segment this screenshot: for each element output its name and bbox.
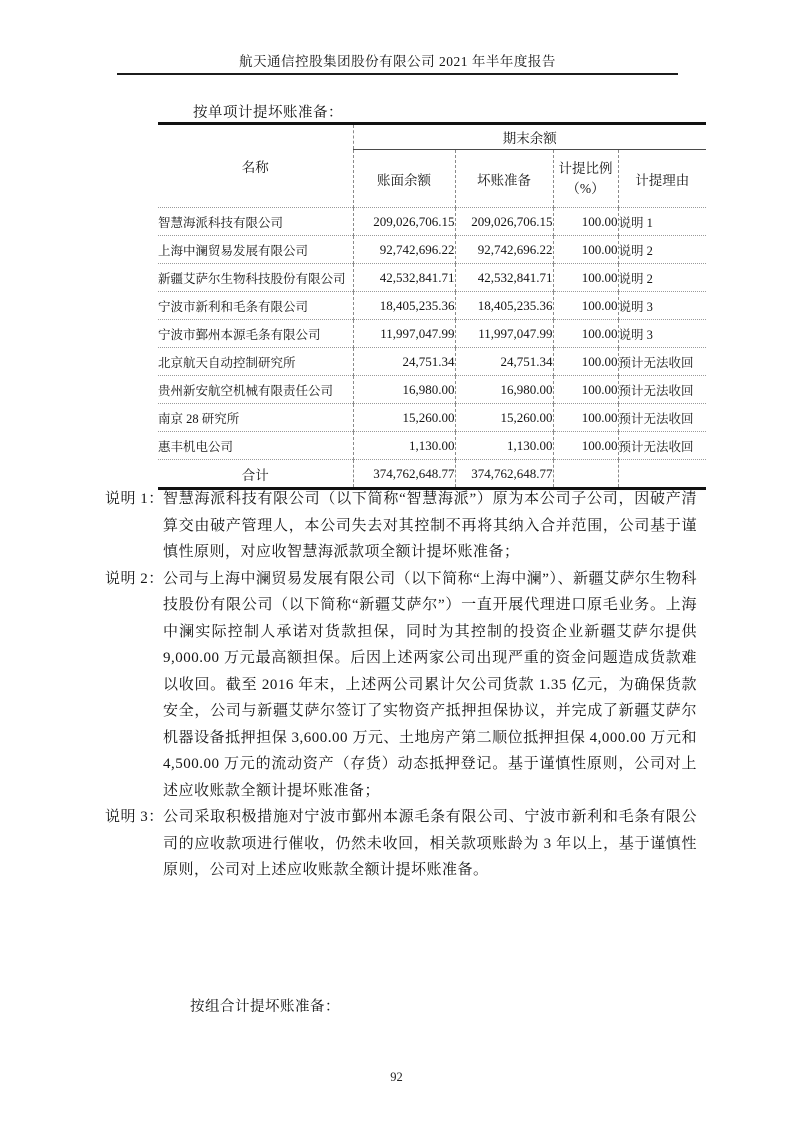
table-row [158,432,706,460]
table-caption-portfolio: 按组合计提坏账准备： [190,999,340,1015]
table-caption-individual: 按单项计提坏账准备： [193,105,343,121]
cell-balance: 18,405,235.36 [353,292,455,320]
cell-name: 南京 28 研究所 [158,404,353,432]
cell-ratio: 100.00 [553,432,618,460]
total-reason [618,460,706,489]
table-row [158,264,706,292]
cell-name: 上海中澜贸易发展有限公司 [158,236,353,264]
cell-balance: 16,980.00 [353,376,455,404]
column-header-book-balance: 账面余额 [353,150,455,208]
cell-ratio: 100.00 [553,292,618,320]
cell-provision: 92,742,696.22 [455,236,553,264]
report-header-title: 航天通信控股集团股份有限公司 2021 年半年度报告 [239,54,556,69]
cell-name: 宁波市新利和毛条有限公司 [158,292,353,320]
cell-reason: 说明 2 [618,236,706,264]
page-number: 92 [390,1070,403,1084]
cell-ratio: 100.00 [553,236,618,264]
cell-name: 新疆艾萨尔生物科技股份有限公司 [158,264,353,292]
cell-reason: 说明 2 [618,264,706,292]
total-ratio [553,460,618,489]
table-row [158,320,706,348]
table-row [158,236,706,264]
notes-section [105,486,697,884]
cell-balance: 92,742,696.22 [353,236,455,264]
cell-ratio: 100.00 [553,264,618,292]
cell-balance: 24,751.34 [353,348,455,376]
cell-ratio: 100.00 [553,404,618,432]
column-header-provision-reason: 计提理由 [618,150,706,208]
cell-balance: 42,532,841.71 [353,264,455,292]
cell-name: 宁波市鄞州本源毛条有限公司 [158,320,353,348]
cell-name: 智慧海派科技有限公司 [158,208,353,236]
cell-reason: 预计无法收回 [618,404,706,432]
table-row [158,208,706,236]
column-header-bad-debt-provision: 坏账准备 [455,150,553,208]
cell-reason: 预计无法收回 [618,376,706,404]
note-label: 说明 1： [105,491,164,507]
table-total-row [158,460,706,489]
note-item [105,566,697,805]
cell-provision: 42,532,841.71 [455,264,553,292]
note-item [105,486,697,566]
cell-balance: 11,997,047.99 [353,320,455,348]
cell-ratio: 100.00 [553,320,618,348]
note-label: 说明 2： [105,570,164,587]
cell-reason: 说明 3 [618,320,706,348]
note-item [105,804,697,884]
note-text: 公司采取积极措施对宁波市鄞州本源毛条有限公司、宁波市新利和毛条有限公司的应收款项进行催收，仍然未收回，相关款项账龄为 3 年以上，基于谨慎性原则，公司对上述应收账款全额计提坏账准备。 [163,809,697,878]
table-header-group-row [158,124,706,150]
provision-ratio-label-line1: 计提比例 [558,160,613,176]
table-row [158,292,706,320]
header-rule [117,73,678,75]
note-text: 公司与上海中澜贸易发展有限公司（以下简称“上海中澜”）、新疆艾萨尔生物科技股份有限公司（以下简称“新疆艾萨尔”）一直开展代理进口原毛业务。上海中澜实际控制人承诺对货款担保，同时为其控制的投资企业新疆艾萨尔提供 9,000.00 万元最高额担保。后因上述两家公司出现严重的资金问题造成货款难以收回。截至 2016 年末，上述两公司累计欠公司货款 1.35 亿元，为确保货款安全，公司与新疆艾萨尔签订了实物资产抵押担保协议，并完成了新疆艾萨尔机器设备抵押担保 3,600.00 万元、土地房产第二顺位抵押担保 4,000.00 万元和 4,500.00 万元的流动资产（存货）动态抵押登记。基于谨慎性原则，公司对上述应收账款全额计提坏账准备； [163,570,697,799]
cell-balance: 15,260.00 [353,404,455,432]
note-text: 智慧海派科技有限公司（以下简称“智慧海派”）原为本公司子公司，因破产清算交由破产管理人，本公司失去对其控制不再将其纳入合并范围，公司基于谨慎性原则，对应收智慧海派款项全额计提坏账准备； [163,491,697,560]
cell-ratio: 100.00 [553,348,618,376]
cell-balance: 1,130.00 [353,432,455,460]
cell-provision: 11,997,047.99 [455,320,553,348]
table-row [158,348,706,376]
cell-reason: 说明 3 [618,292,706,320]
cell-name: 惠丰机电公司 [158,432,353,460]
table-row [158,404,706,432]
provision-ratio-label-line2: （%） [566,180,605,196]
cell-name: 贵州新安航空机械有限责任公司 [158,376,353,404]
cell-provision: 209,026,706.15 [455,208,553,236]
cell-provision: 24,751.34 [455,348,553,376]
table-row [158,376,706,404]
cell-name: 北京航天自动控制研究所 [158,348,353,376]
column-header-name: 名称 [158,124,353,208]
cell-reason: 说明 1 [618,208,706,236]
cell-ratio: 100.00 [553,208,618,236]
bad-debt-provision-table [158,122,706,490]
column-header-period-end-balance: 期末余额 [353,124,706,150]
note-label: 说明 3： [105,809,164,825]
cell-ratio: 100.00 [553,376,618,404]
cell-provision: 16,980.00 [455,376,553,404]
total-label: 合计 [158,460,353,489]
cell-reason: 预计无法收回 [618,432,706,460]
cell-provision: 18,405,235.36 [455,292,553,320]
cell-balance: 209,026,706.15 [353,208,455,236]
total-provision: 374,762,648.77 [455,460,553,489]
cell-reason: 预计无法收回 [618,348,706,376]
cell-provision: 1,130.00 [455,432,553,460]
column-header-provision-ratio [553,150,618,208]
cell-provision: 15,260.00 [455,404,553,432]
total-balance: 374,762,648.77 [353,460,455,489]
